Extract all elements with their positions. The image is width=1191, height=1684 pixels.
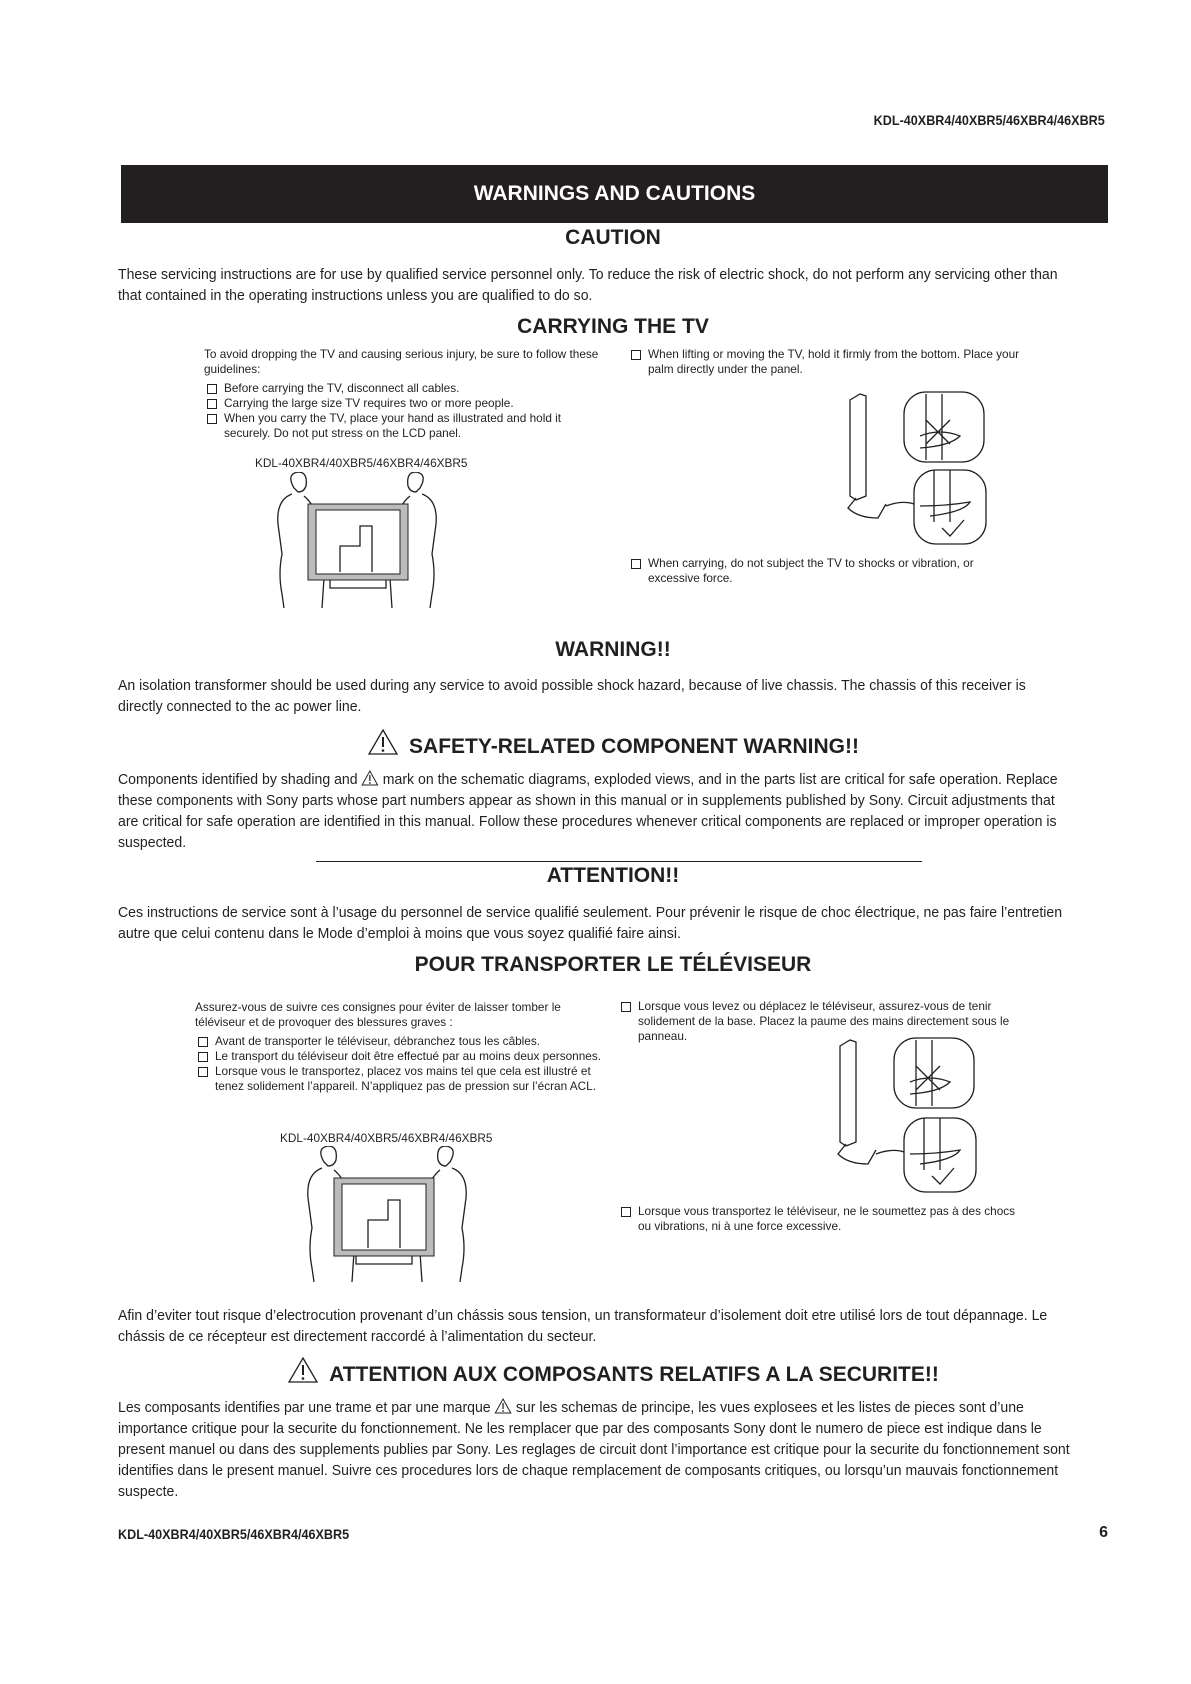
- safety-fr-heading: ATTENTION AUX COMPOSANTS RELATIFS A LA SECURITE!!: [118, 1356, 1108, 1387]
- attention-heading: ATTENTION!!: [546, 864, 680, 887]
- carrying-intro: To avoid dropping the TV and causing serious injury, be sure to follow these guidelines:: [204, 347, 599, 376]
- warning-text: An isolation transformer should be used during any service to avoid possible shock hazard, because of live chassis. The chassis of this receiver is directly connected to the ac power line.: [118, 678, 1026, 715]
- lifting-tv-from-base-illustration: [820, 1036, 995, 1196]
- carrying-heading: CARRYING THE TV: [517, 315, 709, 338]
- checkbox-icon: [631, 559, 641, 569]
- caution-text: These servicing instructions are for use by qualified service personnel only. To reduce the risk of electric shock, do not perform any servicing other than that contained in the operating instructions unless you are qualified to do so.: [118, 267, 1058, 304]
- checkbox-icon: [207, 384, 217, 394]
- two-people-carrying-tv-illustration: [300, 1146, 480, 1282]
- list-item: Carrying the large size TV requires two or more people.: [204, 396, 604, 411]
- checkbox-icon: [198, 1067, 208, 1077]
- checkbox-icon: [621, 1207, 631, 1217]
- two-people-carrying-tv-illustration: [270, 472, 450, 608]
- checkbox-icon: [198, 1052, 208, 1062]
- carrying-left-column: [204, 347, 604, 441]
- attention-text: Ces instructions de service sont à l’usage du personnel de service qualifié seulement. Pour prévenir le risque de choc électrique, ne pas faire l’entretien autre que celui contenu dans le Mode d’emploi à moins que vous soyez qualifié faire ainsi.: [118, 905, 1063, 942]
- list-item: When lifting or moving the TV, hold it firmly from the bottom. Place your palm directly under the panel.: [628, 347, 1028, 377]
- list-item: Lorsque vous transportez le téléviseur, ne le soumettez pas à des chocs ou vibrations, ni à une force excessive.: [618, 1204, 1028, 1234]
- warning-triangle-icon: [495, 1398, 512, 1414]
- warning-triangle-icon: [367, 728, 399, 756]
- list-item: When you carry the TV, place your hand as illustrated and hold it securely. Do not put stress on the LCD panel.: [204, 411, 604, 441]
- list-item: Le transport du téléviseur doit être effectué par au moins deux personnes.: [195, 1049, 605, 1064]
- checkbox-icon: [198, 1037, 208, 1047]
- safety-fr-text: Les composants identifies par une trame et par une marque sur les schemas de principe, les vues explosees et les listes de pieces sont d’une importance critique pour la securite du fonctionnement. Ne les remplacer que par des composants Sony dont le numero de piece est indique dans le present manuel ou dans des supplements publies par Sony. Les reglages de circuit dont l’importance est critique pour la securite du fonctionnement sont identifies dans le present manuel. Suivre ces procedures lors de chaque remplacement de composants critiques, ou lorsqu’un mauvais fonctionnement suspecte.: [118, 1400, 1070, 1500]
- list-item: Lorsque vous levez ou déplacez le téléviseur, assurez-vous de tenir solidement de la base. Placez la paume des mains directement sous le panneau.: [618, 999, 1028, 1044]
- checkbox-icon: [207, 414, 217, 424]
- carrying-right-bottom: [628, 556, 1028, 586]
- warning-heading: WARNING!!: [555, 638, 671, 661]
- carrying-right-top: [628, 347, 1028, 377]
- checkbox-icon: [631, 350, 641, 360]
- lifting-tv-from-bottom-illustration: [830, 390, 1005, 550]
- header-model: KDL-40XBR4/40XBR5/46XBR4/46XBR5: [873, 112, 1105, 128]
- checkbox-icon: [621, 1002, 631, 1012]
- safety-text: Components identified by shading and mark on the schematic diagrams, exploded views, and in the parts list are critical for safe operation. Replace these components with Sony parts whose part numbers appear as shown in this manual or in supplements published by Sony. Circuit adjustments that are critical for safe operation are identified in this manual. Follow these procedures whenever critical components are replaced or improper operation is suspected.: [118, 772, 1058, 851]
- list-item: Before carrying the TV, disconnect all cables.: [204, 381, 604, 396]
- list-item: Avant de transporter le téléviseur, débranchez tous les câbles.: [195, 1034, 605, 1049]
- list-item: When carrying, do not subject the TV to shocks or vibration, or excessive force.: [628, 556, 1028, 586]
- carrying-figure-label: KDL-40XBR4/40XBR5/46XBR4/46XBR5: [255, 456, 468, 470]
- checkbox-icon: [207, 399, 217, 409]
- caution-heading: CAUTION: [565, 226, 661, 249]
- section-banner: [121, 165, 1108, 223]
- isolation-fr-text: Afin d’eviter tout risque d’electrocution provenant d’un chássis sous tension, un transformateur d’isolement doit etre utilisé lors de tout dépannage. Le chássis de ce récepteur est directement raccordé à l’alimentation du secteur.: [118, 1308, 1048, 1345]
- transport-left-column: [195, 1000, 605, 1094]
- footer-model: KDL-40XBR4/40XBR5/46XBR4/46XBR5: [118, 1526, 350, 1542]
- warning-triangle-icon: [287, 1356, 319, 1384]
- transport-right-bottom: [618, 1204, 1028, 1234]
- warning-triangle-icon: [361, 770, 378, 786]
- transport-figure-label: KDL-40XBR4/40XBR5/46XBR4/46XBR5: [280, 1131, 493, 1145]
- transport-intro: Assurez-vous de suivre ces consignes pour éviter de laisser tomber le téléviseur et de provoquer des blessures graves :: [195, 1000, 561, 1029]
- safety-heading: SAFETY-RELATED COMPONENT WARNING!!: [118, 728, 1108, 759]
- banner-title: WARNINGS AND CAUTIONS: [473, 182, 756, 205]
- list-item: Lorsque vous le transportez, placez vos mains tel que cela est illustré et tenez solidement l’appareil. N’appliquez pas de pression sur l’écran ACL.: [195, 1064, 605, 1094]
- transport-heading: POUR TRANSPORTER LE TÉLÉVISEUR: [414, 953, 812, 976]
- page-number: 6: [1099, 1524, 1108, 1541]
- section-divider: [316, 861, 922, 862]
